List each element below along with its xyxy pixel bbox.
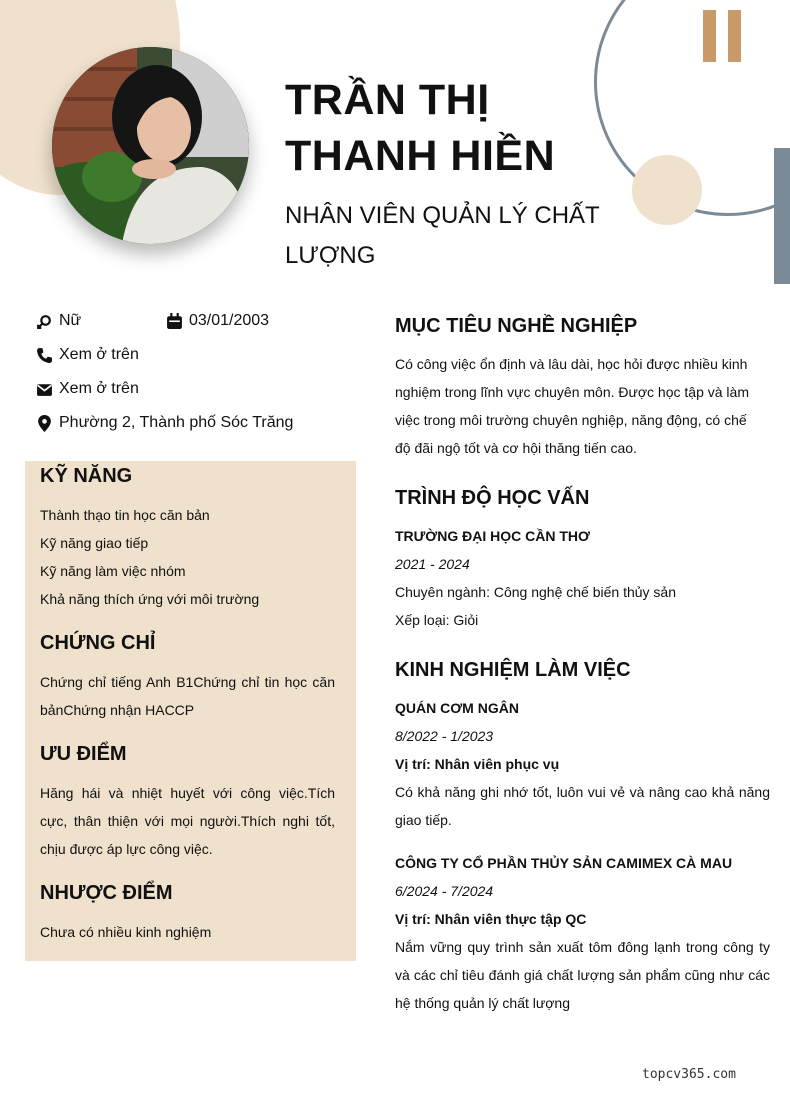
job-period: 8/2022 - 1/2023 [395, 728, 494, 744]
location-pin-icon [36, 415, 53, 432]
email-value: Xem ở trên [59, 380, 139, 397]
decor-bar-left [703, 10, 716, 62]
job-period: 6/2024 - 7/2024 [395, 883, 494, 899]
contact-email [36, 380, 139, 398]
decor-beige-dot [632, 155, 702, 225]
weaknesses-title: NHƯỢC ĐIỂM [40, 882, 173, 904]
education-grade: Xếp loại: Giỏi [395, 612, 479, 628]
job-company: QUÁN CƠM NGÂN [395, 700, 519, 716]
strengths-title: ƯU ĐIỂM [40, 743, 127, 765]
job-description: Nắm vững quy trình sản xuất tôm đông lạnh trong công ty và các chỉ tiêu đánh giá chất lượng sản phẩm cũng như các hệ thống quản lý chất lượng [395, 939, 770, 1011]
skill-item: Khả năng thích ứng với môi trường [40, 591, 260, 607]
candidate-name [285, 72, 605, 184]
left-panel [25, 461, 356, 961]
job-company: CÔNG TY CỔ PHẦN THỦY SẢN CAMIMEX CÀ MAU [395, 855, 733, 871]
address-value: Phường 2, Thành phố Sóc Trăng [59, 414, 294, 431]
certificates-text: Chứng chỉ tiếng Anh B1Chứng chỉ tin học căn bảnChứng nhận HACCP [40, 674, 335, 718]
education-major: Chuyên ngành: Công nghệ chế biến thủy sản [395, 584, 676, 600]
contact-birthdate [166, 312, 269, 330]
decor-bar-right [728, 10, 741, 62]
skill-item: Thành thạo tin học căn bản [40, 507, 210, 523]
skills-title: KỸ NĂNG [40, 465, 133, 487]
objective-title: MỤC TIÊU NGHỀ NGHIỆP [395, 315, 638, 337]
phone-icon [36, 347, 53, 364]
job-position: Vị trí: Nhân viên phục vụ [395, 756, 560, 772]
education-school: TRƯỜNG ĐẠI HỌC CẦN THƠ [395, 528, 590, 544]
education-period: 2021 - 2024 [395, 556, 470, 572]
gender-icon [36, 313, 53, 330]
contact-phone [36, 346, 139, 364]
skill-item: Kỹ năng làm việc nhóm [40, 563, 186, 579]
avatar [52, 47, 249, 244]
job-description: Có khả năng ghi nhớ tốt, luôn vui vẻ và nâng cao khả năng giao tiếp. [395, 784, 770, 828]
job-title: NHÂN VIÊN QUẢN LÝ CHẤT LƯỢNG [285, 202, 600, 269]
contact-address [36, 414, 293, 432]
skill-item: Kỹ năng giao tiếp [40, 535, 149, 551]
experience-title: KINH NGHIỆM LÀM VIỆC [395, 659, 631, 681]
birthdate-value: 03/01/2003 [189, 312, 270, 329]
job-position: Vị trí: Nhân viên thực tập QC [395, 911, 587, 927]
gender-value: Nữ [59, 312, 82, 329]
certificates-title: CHỨNG CHỈ [40, 632, 156, 654]
watermark: topcv365.com [642, 1067, 736, 1082]
strengths-text: Hăng hái và nhiệt huyết với công việc.Tích cực, thân thiện với mọi người.Thích nghi tốt, chịu được áp lực công việc. [40, 785, 335, 857]
weaknesses-text: Chưa có nhiều kinh nghiệm [40, 924, 212, 940]
name-line-2: THANH HIỀN [285, 132, 556, 180]
name-line-1: TRẦN THỊ [285, 76, 490, 124]
objective-text: Có công việc ổn định và lâu dài, học hỏi được nhiều kinh nghiệm trong lĩnh vực chuyên môn. Được học tập và làm việc trong môi trường chuyên nghiệp, năng động, có chế độ đãi ngộ tốt và cơ hội thăng tiến cao. [395, 356, 749, 456]
education-title: TRÌNH ĐỘ HỌC VẤN [395, 487, 590, 509]
decor-vertical-bar [774, 148, 790, 284]
envelope-icon [36, 381, 53, 398]
phone-value: Xem ở trên [59, 346, 139, 363]
contact-gender [36, 312, 81, 330]
calendar-icon [166, 313, 183, 330]
